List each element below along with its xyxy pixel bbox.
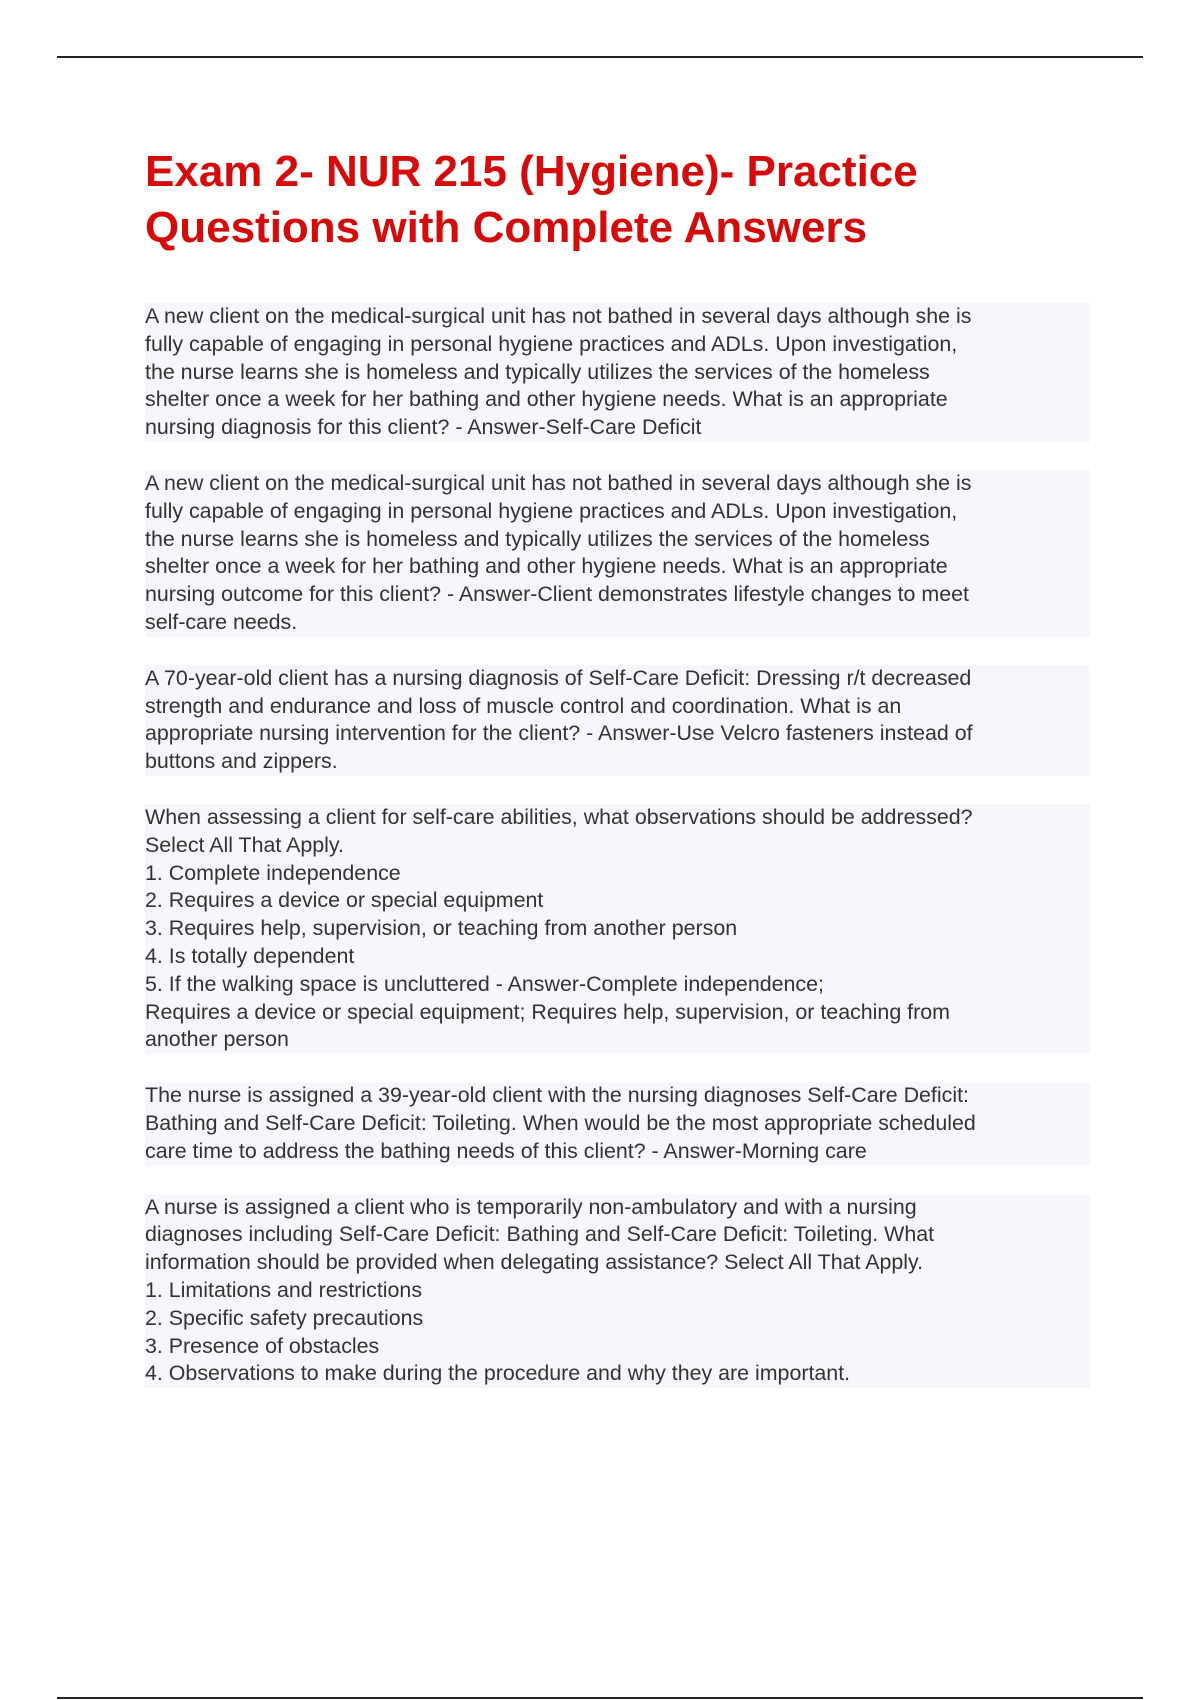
top-rule bbox=[57, 56, 1143, 58]
qa-line: information should be provided when delegating assistance? Select All That Apply. bbox=[145, 1250, 924, 1275]
qa-item bbox=[145, 804, 1090, 1054]
qa-line: buttons and zippers. bbox=[145, 749, 338, 774]
qa-line: 1. Limitations and restrictions bbox=[145, 1277, 423, 1302]
qa-line: fully capable of engaging in personal hygiene practices and ADLs. Upon investigation, bbox=[145, 498, 958, 523]
qa-line: self-care needs. bbox=[145, 609, 298, 634]
qa-line: nursing outcome for this client? - Answer-Client demonstrates lifestyle changes to meet bbox=[145, 582, 969, 607]
qa-line: A new client on the medical-surgical unit has not bathed in several days although she is bbox=[145, 470, 972, 495]
bottom-rule bbox=[57, 1697, 1143, 1699]
qa-line: strength and endurance and loss of muscle control and coordination. What is an bbox=[145, 693, 902, 718]
qa-line: shelter once a week for her bathing and other hygiene needs. What is an appropriate bbox=[145, 554, 948, 579]
qa-line: The nurse is assigned a 39-year-old client with the nursing diagnoses Self-Care Deficit: bbox=[145, 1083, 969, 1108]
qa-line: A 70-year-old client has a nursing diagnosis of Self-Care Deficit: Dressing r/t decreased bbox=[145, 665, 972, 690]
qa-line: fully capable of engaging in personal hygiene practices and ADLs. Upon investigation, bbox=[145, 331, 958, 356]
title-line: Exam 2- NUR 215 (Hygiene)- Practice bbox=[145, 147, 918, 196]
qa-line: Bathing and Self-Care Deficit: Toileting. When would be the most appropriate scheduled bbox=[145, 1110, 976, 1135]
qa-line: 3. Presence of obstacles bbox=[145, 1333, 380, 1358]
qa-line: Select All That Apply. bbox=[145, 832, 344, 857]
qa-line: 5. If the walking space is uncluttered - Answer-Complete independence; bbox=[145, 971, 824, 996]
qa-line: shelter once a week for her bathing and other hygiene needs. What is an appropriate bbox=[145, 387, 948, 412]
qa-line: A new client on the medical-surgical unit has not bathed in several days although she is bbox=[145, 304, 972, 328]
qa-line: appropriate nursing intervention for the client? - Answer-Use Velcro fasteners instead of bbox=[145, 721, 973, 746]
qa-item bbox=[145, 665, 1090, 776]
qa-line: 4. Observations to make during the procedure and why they are important. bbox=[145, 1361, 851, 1386]
title-line: Questions with Complete Answers bbox=[145, 203, 868, 252]
qa-line: 1. Complete independence bbox=[145, 860, 401, 885]
qa-line: care time to address the bathing needs of this client? - Answer-Morning care bbox=[145, 1138, 867, 1163]
qa-item bbox=[145, 303, 1090, 442]
qa-line: 4. Is totally dependent bbox=[145, 943, 355, 968]
qa-item bbox=[145, 470, 1090, 637]
qa-line: 2. Requires a device or special equipment bbox=[145, 888, 544, 913]
qa-line: Requires a device or special equipment; Requires help, supervision, or teaching from bbox=[145, 999, 950, 1024]
qa-line: nursing diagnosis for this client? - Answer-Self-Care Deficit bbox=[145, 415, 702, 440]
qa-line: 3. Requires help, supervision, or teaching from another person bbox=[145, 916, 738, 941]
qa-line: another person bbox=[145, 1027, 289, 1052]
qa-line: When assessing a client for self-care abilities, what observations should be addressed? bbox=[145, 804, 973, 829]
qa-line: the nurse learns she is homeless and typically utilizes the services of the homeless bbox=[145, 526, 930, 551]
qa-line: 2. Specific safety precautions bbox=[145, 1305, 424, 1330]
qa-line: diagnoses including Self-Care Deficit: Bathing and Self-Care Deficit: Toileting. What bbox=[145, 1222, 935, 1247]
qa-line: A nurse is assigned a client who is temporarily non-ambulatory and with a nursing bbox=[145, 1194, 917, 1219]
document-body bbox=[145, 144, 1090, 1416]
qa-line: the nurse learns she is homeless and typically utilizes the services of the homeless bbox=[145, 359, 930, 384]
qa-list bbox=[145, 303, 1090, 1388]
qa-item bbox=[145, 1194, 1090, 1389]
document-title bbox=[145, 144, 1090, 256]
qa-item bbox=[145, 1082, 1090, 1165]
